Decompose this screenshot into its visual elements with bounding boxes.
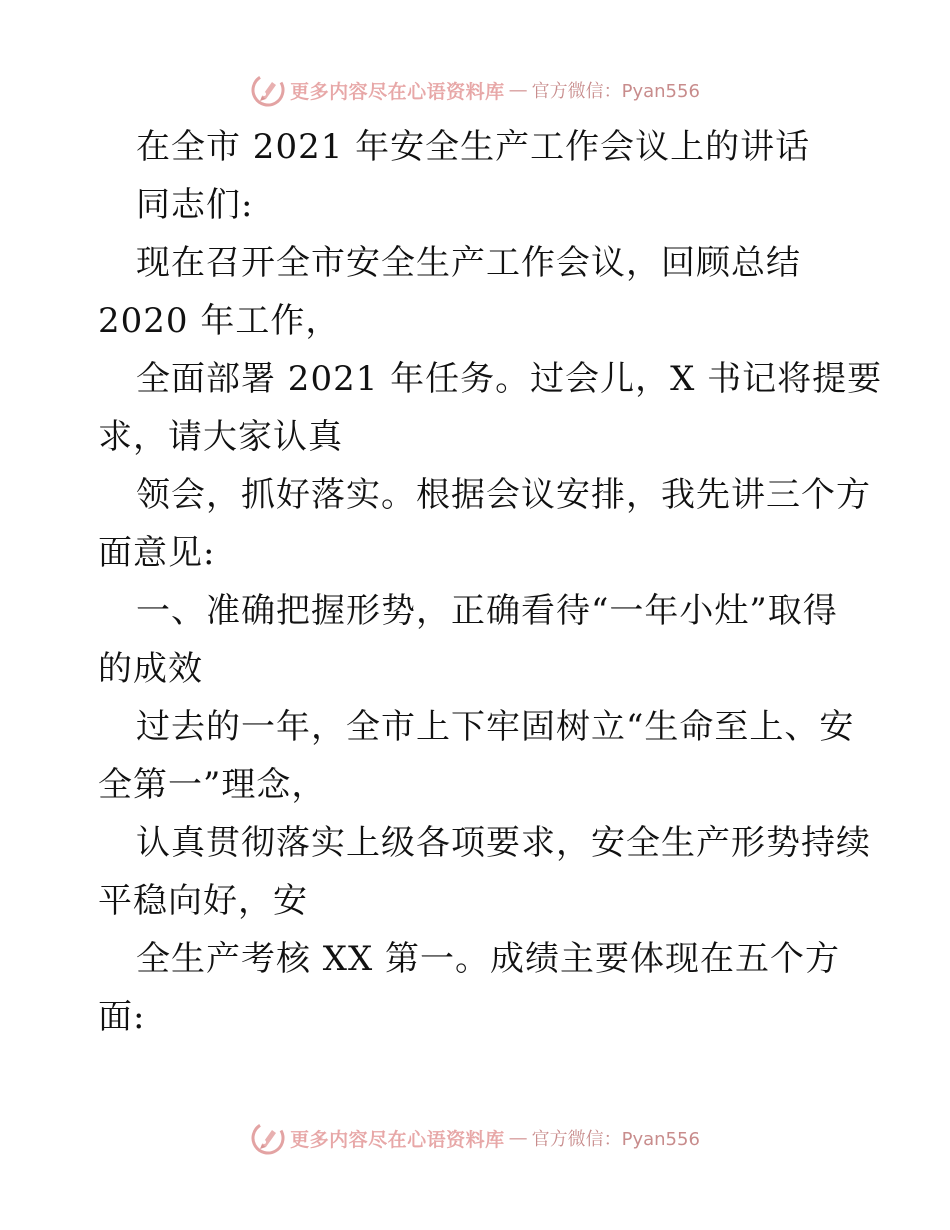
paragraph-line: 全面部署 2021 年任务。过会儿，X 书记将提要	[136, 359, 883, 399]
salutation: 同志们:	[136, 185, 254, 225]
document-body	[98, 118, 883, 1046]
watermark-wechat-text: 官方微信：Pyan556	[531, 1129, 700, 1150]
section-heading-continued: 的成效	[98, 649, 203, 689]
paragraph-line: 现在召开全市安全生产工作会议，回顾总结	[136, 243, 801, 283]
section-heading: 一、准确把握形势，正确看待“一年小灶”取得	[136, 591, 838, 631]
footer-watermark	[0, 1118, 950, 1158]
pen-nib-logo-icon	[250, 72, 286, 108]
watermark-wechat-text: 官方微信：Pyan556	[531, 81, 700, 102]
paragraph-line: 认真贯彻落实上级各项要求，安全生产形势持续	[136, 823, 871, 863]
watermark-separator: —	[508, 79, 528, 101]
paragraph-line: 2020 年工作，	[98, 301, 341, 341]
watermark-separator: —	[508, 1127, 528, 1149]
pen-nib-logo-icon	[250, 1120, 286, 1156]
paragraph-line: 面:	[98, 997, 146, 1037]
watermark-main-text: 更多内容尽在心语资料库	[290, 80, 505, 103]
watermark-main-text: 更多内容尽在心语资料库	[290, 1128, 505, 1151]
paragraph-line: 求，请大家认真	[98, 417, 343, 457]
paragraph-line: 全第一”理念，	[98, 765, 327, 805]
document-title: 在全市 2021 年安全生产工作会议上的讲话	[136, 127, 811, 167]
paragraph-line: 平稳向好，安	[98, 881, 308, 921]
paragraph-line: 全生产考核 XX 第一。成绩主要体现在五个方	[136, 939, 841, 979]
paragraph-line: 领会，抓好落实。根据会议安排，我先讲三个方	[136, 475, 871, 515]
paragraph-line: 过去的一年，全市上下牢固树立“生命至上、安	[136, 707, 855, 747]
paragraph-line: 面意见:	[98, 533, 216, 573]
header-watermark	[0, 70, 950, 110]
